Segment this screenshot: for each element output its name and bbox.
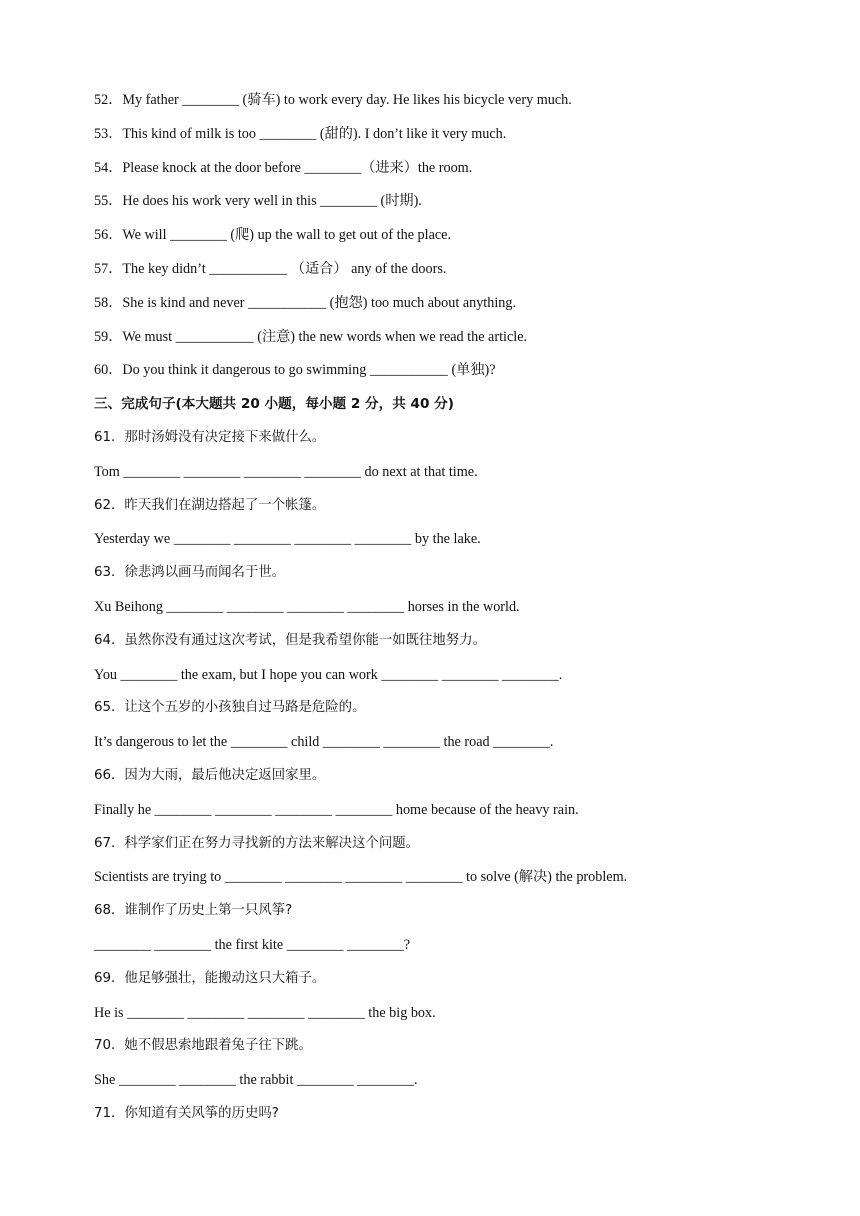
question-58: 58．She is kind and never ___________ (抱怨) too much about anything. — [94, 294, 517, 311]
question-64-english: You ________ the exam, but I hope you can work ________ ________ ________. — [94, 666, 563, 683]
question-67-chinese: 67．科学家们正在努力寻找新的方法来解决这个问题。 — [94, 835, 420, 851]
question-52: 52．My father ________ (骑车) to work every day. He likes his bicycle very much. — [94, 92, 572, 108]
question-53: 53．This kind of milk is too ________ (甜的). I don’t like it very much. — [94, 125, 507, 142]
question-56: 56．We will ________ (爬) up the wall to get out of the place. — [94, 227, 452, 244]
question-61-chinese: 61．那时汤姆没有决定接下来做什么。 — [94, 429, 326, 445]
question-68-chinese: 68．谁制作了历史上第一只风筝? — [94, 903, 293, 919]
question-list — [94, 86, 834, 1134]
question-70-chinese: 70．她不假思索地跟着兔子往下跳。 — [94, 1038, 312, 1054]
question-59: 59．We must ___________ (注意) the new words when we read the article. — [94, 328, 528, 345]
question-62-chinese: 62．昨天我们在湖边搭起了一个帐篷。 — [94, 497, 326, 513]
question-70-english: She ________ ________ the rabbit ________ ________. — [94, 1072, 418, 1089]
question-61-english: Tom ________ ________ ________ ________ do next at that time. — [94, 463, 478, 480]
question-65-chinese: 65．让这个五岁的小孩独自过马路是危险的。 — [94, 700, 366, 716]
question-67-english: Scientists are trying to ________ ________ ________ ________ to solve (解决) the problem. — [94, 869, 628, 886]
question-66-chinese: 66．因为大雨，最后他决定返回家里。 — [94, 767, 326, 783]
question-66-english: Finally he ________ ________ ________ ________ home because of the heavy rain. — [94, 801, 579, 818]
question-71-chinese: 71．你知道有关风筝的历史吗? — [94, 1105, 279, 1121]
question-63-chinese: 63．徐悲鸿以画马而闻名于世。 — [94, 565, 286, 581]
question-64-chinese: 64．虽然你没有通过这次考试，但是我希望你能一如既往地努力。 — [94, 632, 486, 648]
question-62-english: Yesterday we ________ ________ ________ ________ by the lake. — [94, 531, 481, 548]
question-69-english: He is ________ ________ ________ ________ the big box. — [94, 1004, 436, 1021]
section-heading: 三、完成句子(本大题共 20 小题，每小题 2 分，共 40 分) — [94, 396, 454, 413]
question-55: 55．He does his work very well in this ________ (时期). — [94, 193, 422, 210]
question-57: 57．The key didn’t ___________ （适合） any of the doors. — [94, 260, 447, 277]
question-65-english: It’s dangerous to let the ________ child ________ ________ the road ________. — [94, 734, 554, 751]
question-63-english: Xu Beihong ________ ________ ________ ________ horses in the world. — [94, 598, 520, 615]
question-54: 54．Please knock at the door before ________（进来）the room. — [94, 159, 473, 176]
question-68-english: ________ ________ the first kite ________ ________? — [94, 936, 411, 953]
question-69-chinese: 69．他足够强壮，能搬动这只大箱子。 — [94, 970, 326, 986]
question-60: 60．Do you think it dangerous to go swimming ___________ (单独)? — [94, 362, 496, 379]
